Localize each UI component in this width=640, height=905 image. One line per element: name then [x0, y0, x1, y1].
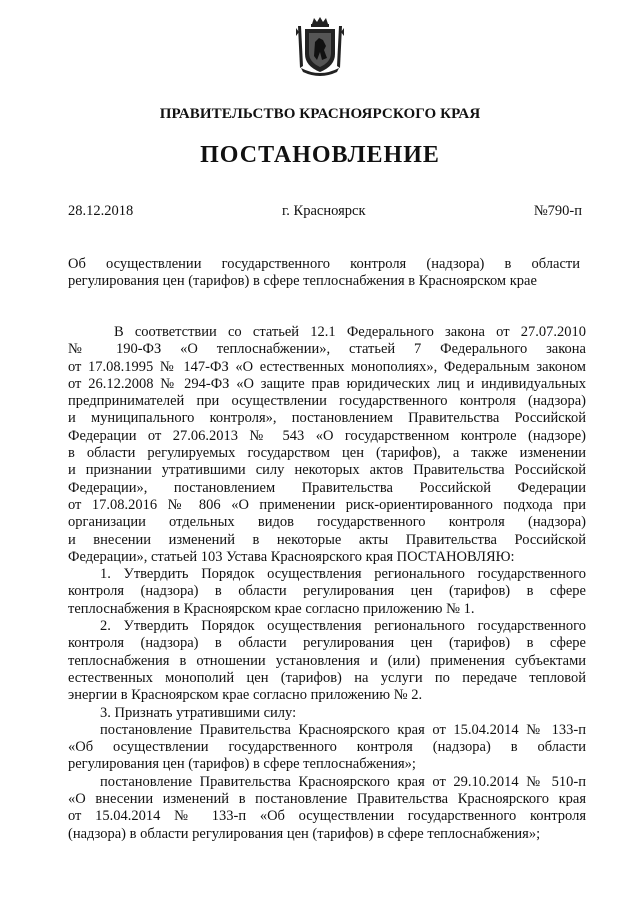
text-line: № 190-ФЗ «О теплоснабжении», статьей 7 Федерального закона — [68, 341, 586, 358]
text-line: от 17.08.1995 № 147-ФЗ «О естественных монополиях», Федеральным законом — [68, 358, 586, 375]
text-line: организации отдельных видов государственного контроля (надзора) — [68, 514, 586, 531]
text-line: в области регулируемых государством цен (тарифов), а также изменении — [68, 445, 586, 462]
repeal-item-2 — [68, 774, 586, 843]
text-line: Федерации», постановлением Правительства Российской Федерации — [68, 479, 586, 496]
coat-of-arms-icon — [295, 16, 345, 78]
text-line: и внесении изменений в некоторые акты Правительства Российской — [68, 531, 586, 548]
text-line: и муниципального контроля», постановлением Правительства Российской — [68, 410, 586, 427]
text-line: постановление Правительства Красноярского края от 15.04.2014 № 133-п — [100, 721, 586, 738]
subject-line: регулирования цен (тарифов) в сфере теплоснабжения в Красноярском крае — [68, 273, 537, 289]
document-type-title: ПОСТАНОВЛЕНИЕ — [200, 142, 440, 168]
text-line: В соответствии со статьей 12.1 Федерального закона от 27.07.2010 — [114, 324, 586, 340]
text-line: «Об осуществлении государственного контроля (надзора) в области — [68, 739, 586, 756]
document-number: №790-п — [533, 203, 582, 219]
document-date: 28.12.2018 — [68, 203, 134, 219]
text-line: (надзора) в области регулирования цен (тарифов) в сфере теплоснабжения»; — [68, 825, 541, 842]
text-line: предпринимателей при осуществлении государственного контроля (надзора) — [68, 393, 586, 410]
text-line: контроля (надзора) в области регулирования цен (тарифов) в сфере — [68, 583, 586, 600]
preamble-paragraph — [68, 324, 586, 566]
document-city: г. Красноярск — [282, 203, 366, 219]
text-line: от 15.04.2014 № 133-п «Об осуществлении государственного контроля — [68, 808, 586, 825]
item-2-paragraph — [68, 618, 586, 704]
text-line: регулирования цен (тарифов) в сфере теплоснабжения»; — [68, 756, 416, 773]
text-line: «О внесении изменений в постановление Правительства Красноярского края — [68, 791, 586, 808]
text-line: Федерации», статьей 103 Устава Красноярского края ПОСТАНОВЛЯЮ: — [68, 548, 515, 565]
text-line: 2. Утвердить Порядок осуществления регионального государственного — [100, 618, 586, 635]
text-line: теплоснабжения в Красноярском крае согласно приложению № 1. — [68, 600, 475, 617]
text-line: 3. Признать утратившими силу: — [100, 704, 297, 721]
text-line: от 26.12.2008 № 294-ФЗ «О защите прав юридических лиц и индивидуальных — [68, 375, 586, 392]
text-line: контроля (надзора) в области регулирования цен (тарифов) в сфере — [68, 635, 586, 652]
subject-line: Об осуществлении государственного контроля (надзора) в области — [68, 256, 580, 272]
text-line: и признании утратившими силу некоторых актов Правительства Российской — [68, 462, 586, 479]
organization-title: ПРАВИТЕЛЬСТВО КРАСНОЯРСКОГО КРАЯ — [159, 106, 481, 122]
document-subject — [68, 256, 580, 290]
item-1-paragraph — [68, 566, 586, 618]
text-line: энергии в Красноярском крае согласно приложению № 2. — [68, 687, 423, 704]
text-line: естественных монополий цен (тарифов) на услуги по передаче тепловой — [68, 669, 586, 686]
item-3-paragraph — [68, 705, 586, 722]
text-line: от 17.08.2016 № 806 «О применении риск-ориентированного подхода при — [68, 496, 586, 513]
text-line: теплоснабжения в отношении установления и (или) применения субъектами — [68, 652, 586, 669]
document-body — [68, 324, 586, 843]
text-line: 1. Утвердить Порядок осуществления регионального государственного — [100, 566, 586, 583]
repeal-item-1 — [68, 722, 586, 774]
text-line: постановление Правительства Красноярского края от 29.10.2014 № 510-п — [100, 773, 586, 790]
text-line: Федерации от 27.06.2013 № 543 «О государственном контроле (надзоре) — [68, 427, 586, 444]
